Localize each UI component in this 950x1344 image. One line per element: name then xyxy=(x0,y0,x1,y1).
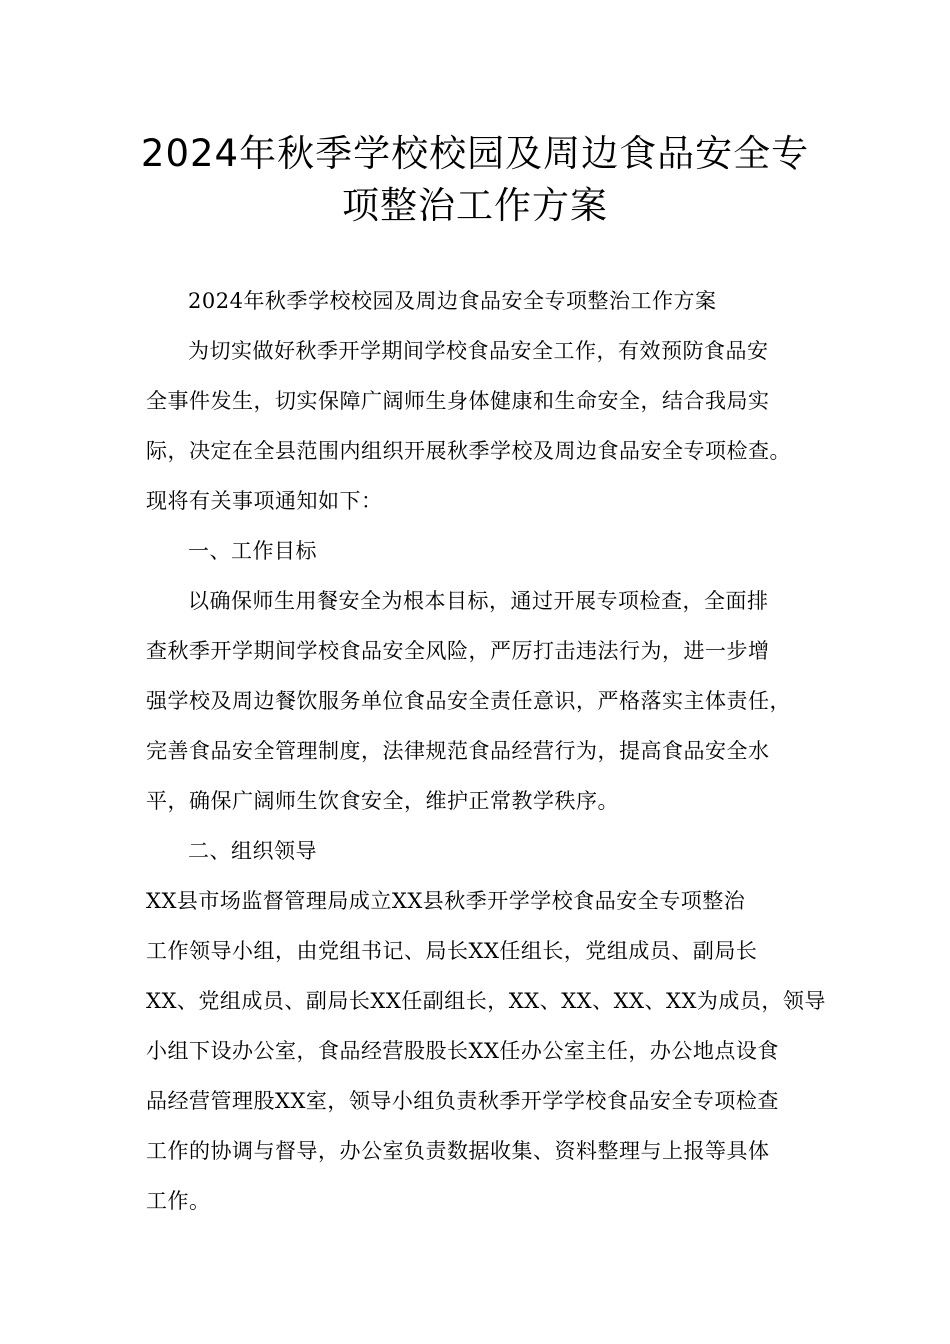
paragraph-line: 2024年秋季学校校园及周边食品安全专项整治工作方案 xyxy=(188,289,717,313)
paragraph-line: 完善食品安全管理制度，法律规范食品经营行为，提高食品安全水 xyxy=(146,739,770,763)
paragraph-line: 工作。 xyxy=(146,1189,211,1213)
paragraph-goals xyxy=(146,576,826,826)
paragraph-line: 以确保师生用餐安全为根本目标，通过开展专项检查，全面排 xyxy=(188,589,769,613)
document-title-line-1: 2024年秋季学校校园及周边食品安全专 xyxy=(140,132,810,175)
paragraph-line: XX、党组成员、副局长XX任副组长，XX、XX、XX、XX为成员，领导 xyxy=(146,989,826,1013)
paragraph-line: 强学校及周边餐饮服务单位食品安全责任意识，严格落实主体责任， xyxy=(146,689,791,713)
paragraph-leadership xyxy=(146,876,826,1226)
paragraph-intro xyxy=(146,326,826,526)
paragraph-line: 工作的协调与督导，办公室负责数据收集、资料整理与上报等具体 xyxy=(146,1139,770,1163)
paragraph-line: 查秋季开学期间学校食品安全风险，严厉打击违法行为，进一步增 xyxy=(146,639,770,663)
section-heading-line: 一、工作目标 xyxy=(188,539,317,563)
paragraph-line: 际，决定在全县范围内组织开展秋季学校及周边食品安全专项检查。 xyxy=(146,439,791,463)
paragraph-line: XX县市场监督管理局成立XX县秋季开学学校食品安全专项整治 xyxy=(146,889,746,913)
paragraph-line: 平，确保广阔师生饮食安全，维护正常教学秩序。 xyxy=(146,789,619,813)
document-title-line-2: 项整治工作方案 xyxy=(342,184,608,227)
section-heading-leadership xyxy=(146,826,826,876)
paragraph-line: 工作领导小组，由党组书记、局长XX任组长，党组成员、副局长 xyxy=(146,939,758,963)
section-heading-goals xyxy=(146,526,826,576)
paragraph-line: 现将有关事项通知如下： xyxy=(146,489,383,513)
paragraph-line: 品经营管理股XX室，领导小组负责秋季开学学校食品安全专项检查 xyxy=(146,1089,779,1113)
paragraph-heading-repeat xyxy=(146,276,826,326)
section-heading-line: 二、组织领导 xyxy=(188,839,317,863)
paragraph-line: 全事件发生，切实保障广阔师生身体健康和生命安全，结合我局实 xyxy=(146,389,770,413)
paragraph-line: 为切实做好秋季开学期间学校食品安全工作，有效预防食品安 xyxy=(188,339,769,363)
paragraph-line: 小组下设办公室，食品经营股股长XX任办公室主任，办公地点设食 xyxy=(146,1039,779,1063)
